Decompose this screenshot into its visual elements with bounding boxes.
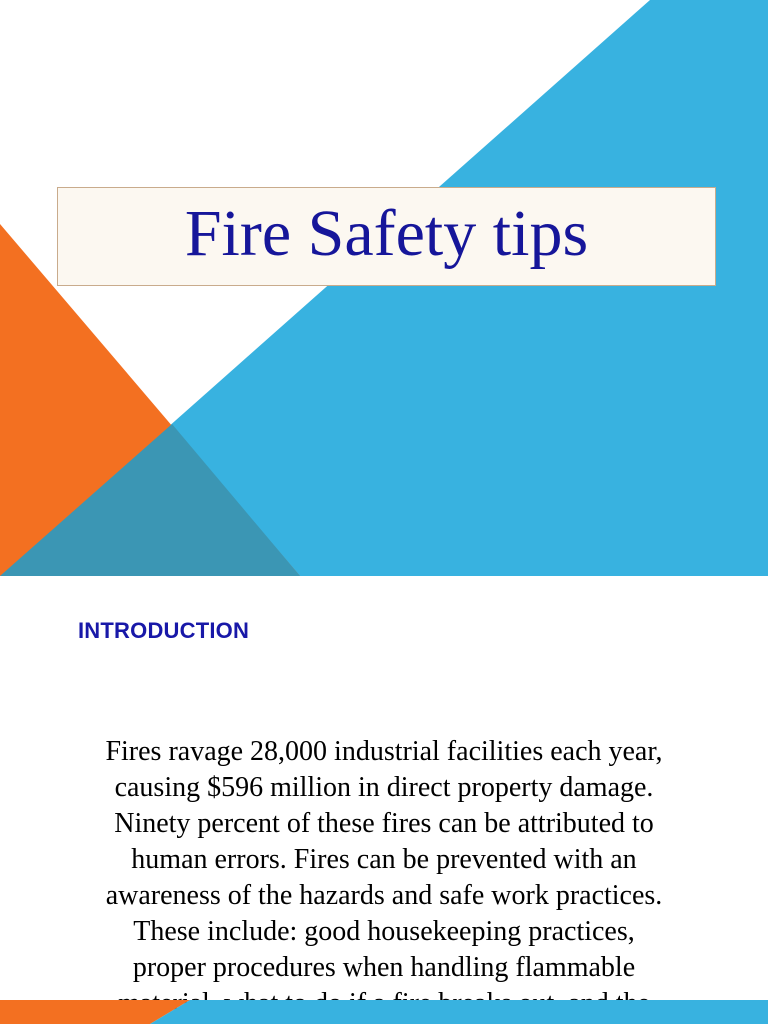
paragraph-line: causing $596 million in direct property damage. [114,772,654,803]
bottom-blue-strip [150,1000,768,1024]
paragraph-line: awareness of the hazards and safe work practices. [105,880,663,911]
paragraph-line: human errors. Fires can be prevented with an [131,844,637,875]
intro-paragraph [60,734,708,1022]
paragraph-line: Fires ravage 28,000 industrial facilities each year, [105,736,663,767]
slide-title: Fire Safety tips [184,196,589,270]
paragraph-line: These include: good housekeeping practices, [133,916,635,947]
paragraph-line: Ninety percent of these fires can be attributed to [114,808,654,839]
title-box [57,187,716,286]
section-heading: INTRODUCTION [78,618,250,643]
decorative-bottom-bar [0,1000,768,1024]
introduction-slide [0,576,768,1024]
paragraph-line: proper procedures when handling flammable [132,952,636,983]
